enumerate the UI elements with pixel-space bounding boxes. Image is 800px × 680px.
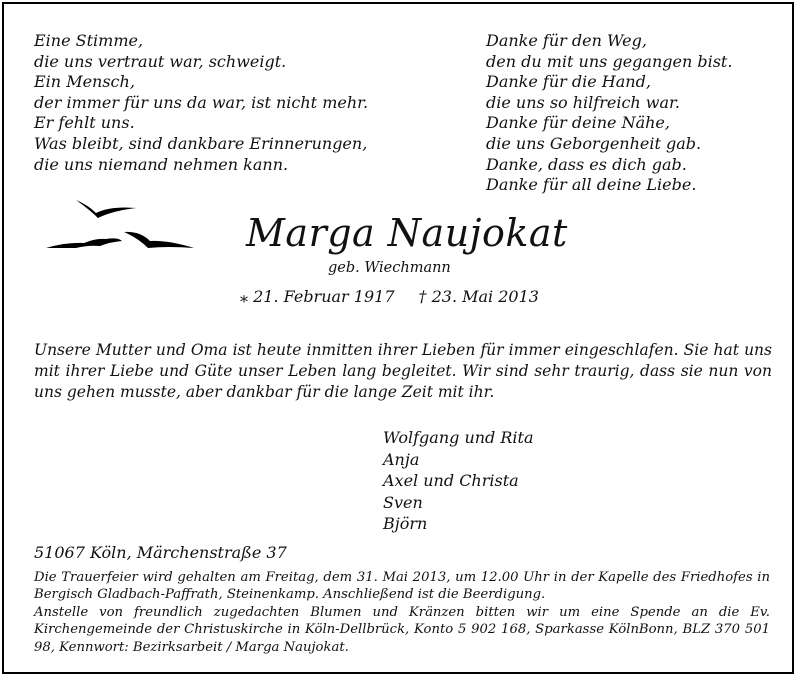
poem-line: Danke für den Weg, xyxy=(486,31,647,50)
family-member: Anja xyxy=(383,449,420,469)
poem-line: die uns vertraut war, schweigt. xyxy=(34,51,287,71)
family-list xyxy=(383,427,534,535)
poem-line: den du mit uns gegangen bist. xyxy=(486,51,733,71)
poem-line: Danke für all deine Liebe. xyxy=(486,175,697,195)
poem-line: Was bleibt, sind dankbare Erinnerungen, xyxy=(34,133,368,153)
poem-left xyxy=(34,31,368,175)
family-member: Björn xyxy=(383,514,428,534)
poem-line: die uns Geborgenheit gab. xyxy=(486,133,702,153)
poem-right xyxy=(486,31,732,196)
deceased-name: Marga Naujokat xyxy=(246,211,568,255)
funeral-notice xyxy=(34,569,770,656)
notice-paragraph: Anstelle von freundlich zugedachten Blumen und Kränzen bitten wir um eine Spende an die Ev. Kirchengemeinde der Christuskirche in Köln-Dellbrück, Konto 5 902 168, Sparkasse KölnBonn, BLZ 370 501 98, Kennwort: Bezirksarbeit / Marga Naujokat. xyxy=(34,604,770,655)
poem-line: Danke für deine Nähe, xyxy=(486,113,670,133)
address: 51067 Köln, Märchenstraße 37 xyxy=(34,543,287,562)
death-date: † 23. Mai 2013 xyxy=(418,287,539,306)
birth-name: geb. Wiechmann xyxy=(328,260,451,276)
birds-icon xyxy=(44,196,196,256)
family-member: Sven xyxy=(383,492,423,512)
poem-line: der immer für uns da war, ist nicht mehr. xyxy=(34,92,369,112)
poem-line: die uns so hilfreich war. xyxy=(486,92,681,112)
birth-date: ⁎ 21. Februar 1917 xyxy=(240,287,395,306)
poem-line: Eine Stimme, xyxy=(34,31,144,50)
poem-line: Danke für die Hand, xyxy=(486,72,651,92)
family-member: Axel und Christa xyxy=(383,471,519,491)
notice-paragraph: Die Trauerfeier wird gehalten am Freitag, dem 31. Mai 2013, um 12.00 Uhr in der Kapelle des Friedhofes in Bergisch Gladbach-Paffrath, Steinenkamp. Anschließend ist die Beerdigung. xyxy=(34,570,770,603)
poem-line: Danke, dass es dich gab. xyxy=(486,154,687,174)
poem-line: Er fehlt uns. xyxy=(34,113,135,133)
poem-line: die uns niemand nehmen kann. xyxy=(34,154,289,174)
life-dates xyxy=(240,287,539,306)
obituary-text: Unsere Mutter und Oma ist heute inmitten ihrer Lieben für immer eingeschlafen. Sie hat uns mit ihrer Liebe und Güte unser Leben lang begleitet. Wir sind sehr traurig, dass sie nun von uns gehen musste, aber dankbar für die lange Zeit mit ihr. xyxy=(34,341,772,401)
family-member: Wolfgang und Rita xyxy=(383,428,534,447)
poem-line: Ein Mensch, xyxy=(34,72,135,92)
